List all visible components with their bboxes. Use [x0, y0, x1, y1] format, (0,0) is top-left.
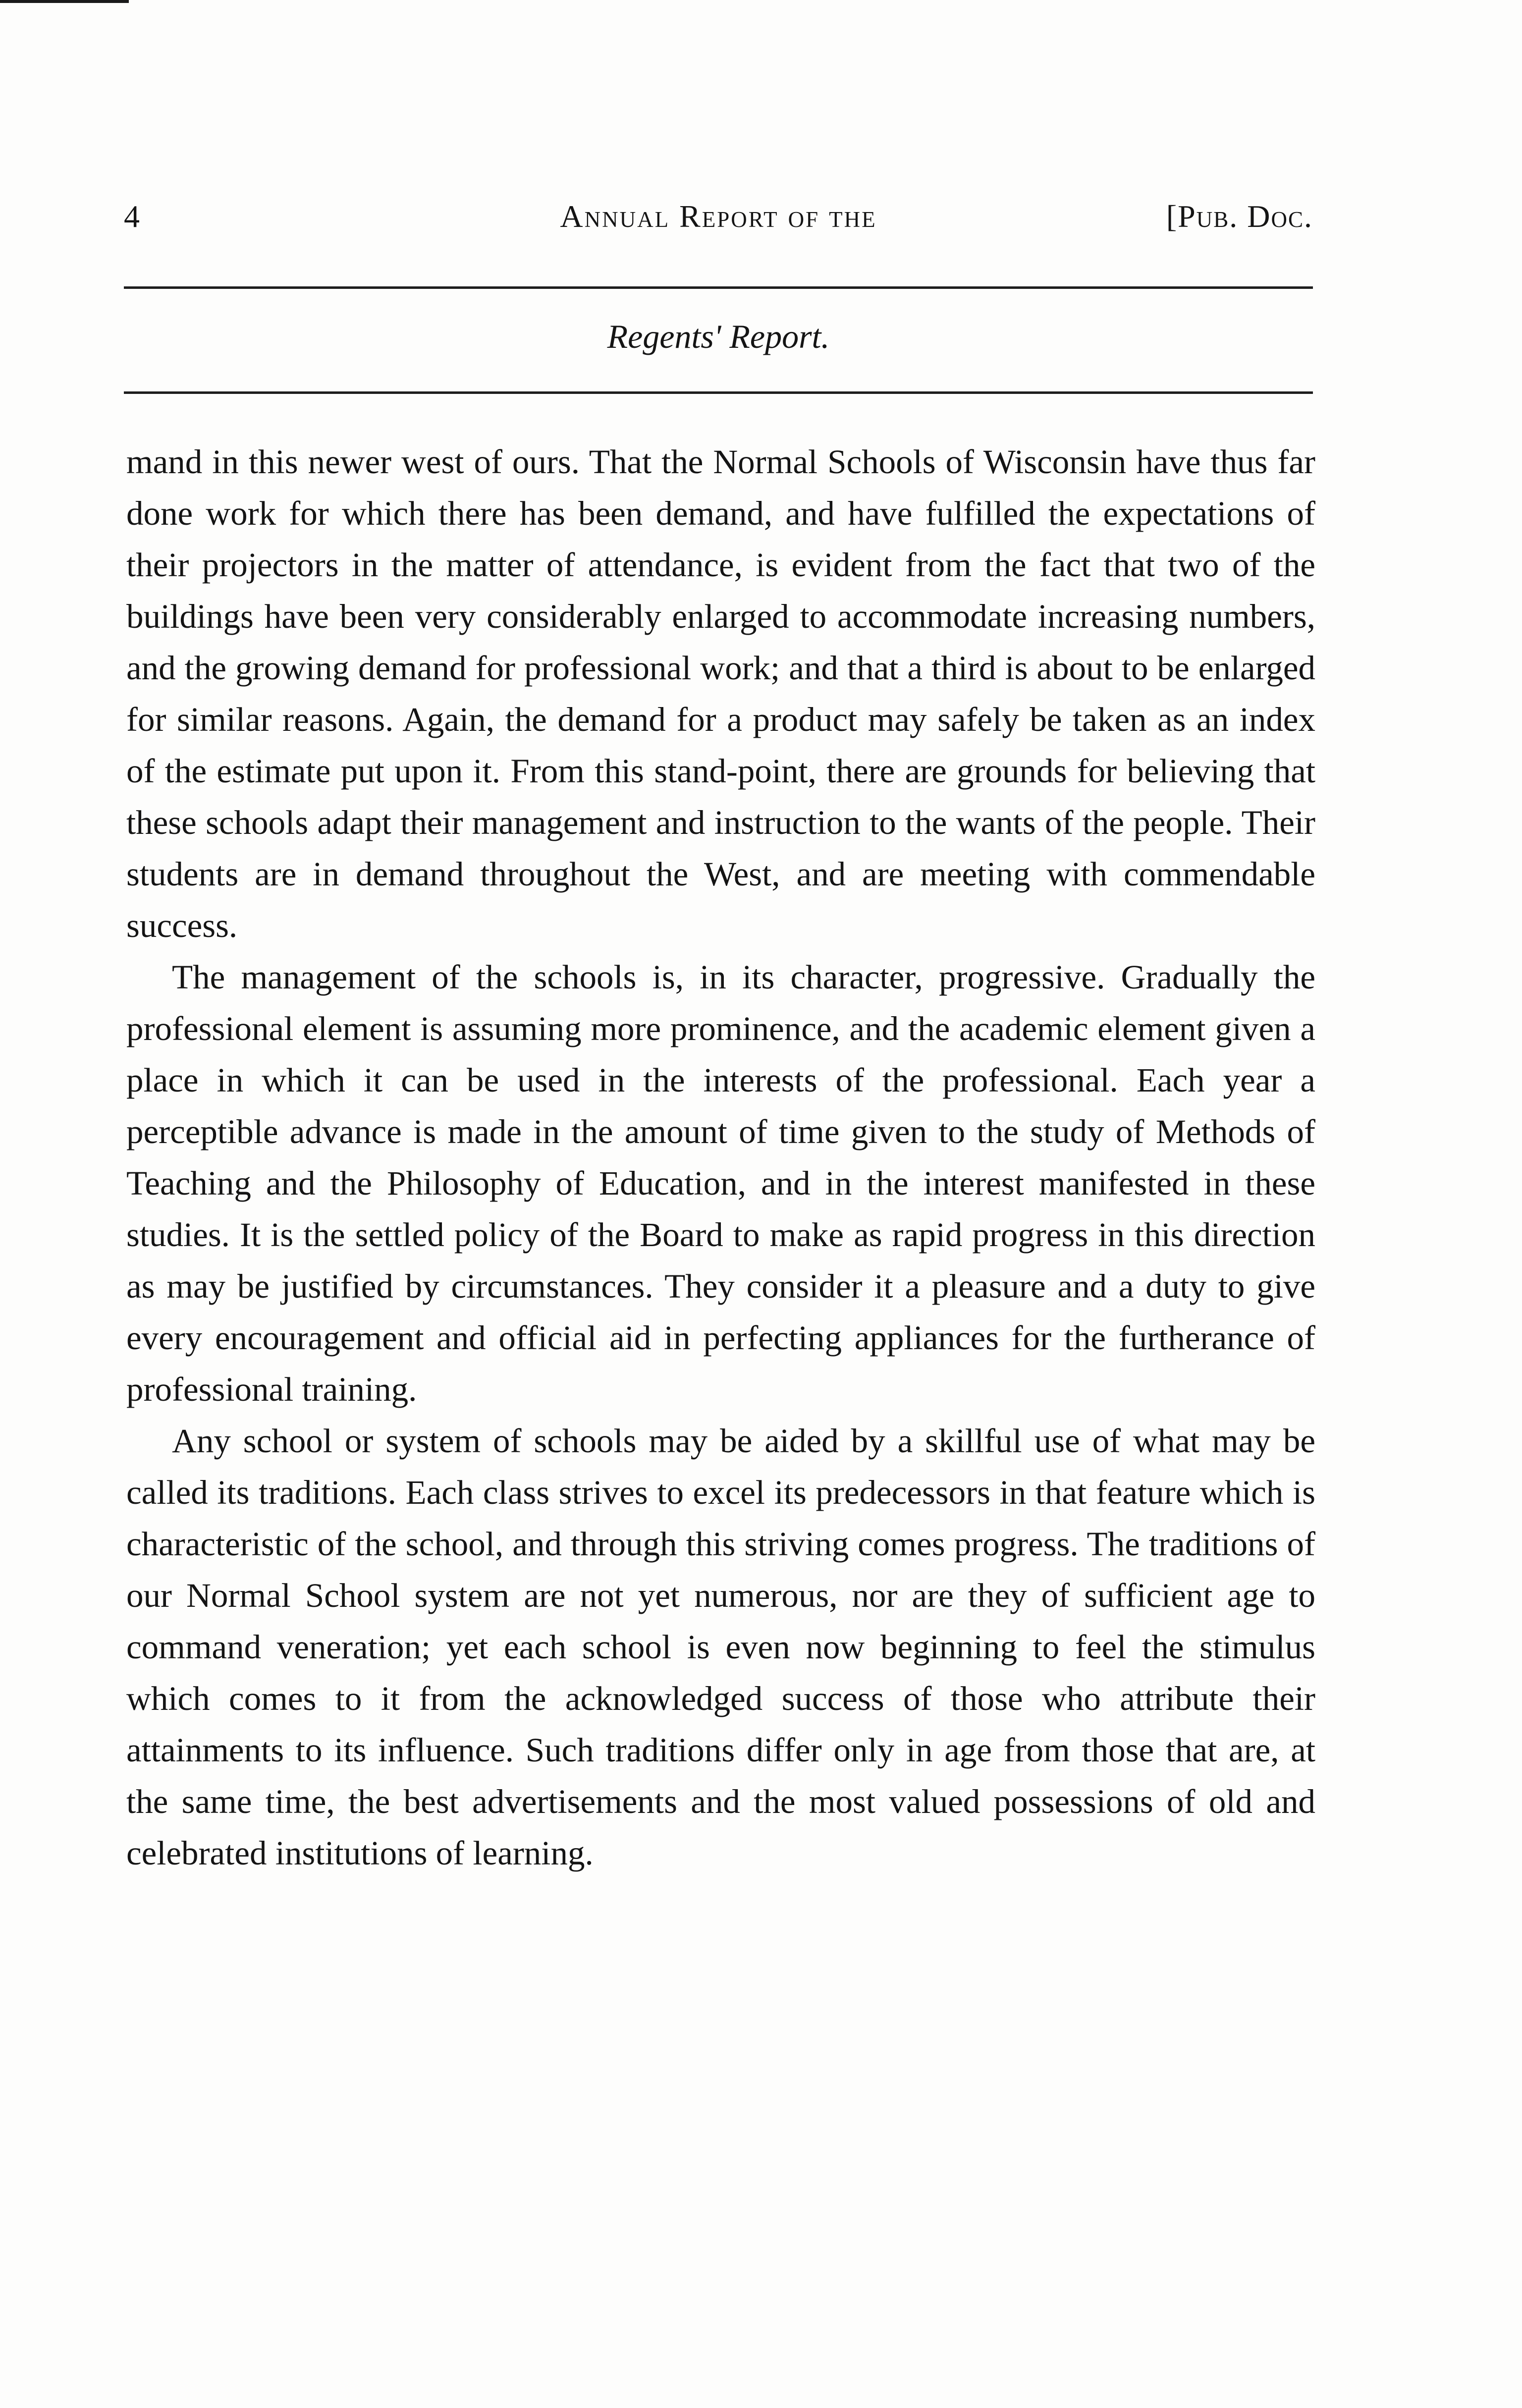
paragraph-continued: mand in this newer west of ours. That the Normal Schools of Wisconsin have thus far done work for which there has been demand, and have fulfilled the expectations of their projectors in the matter of attendance, is evident from the fact that two of the buildings have been very considerably enlarged to accommodate increasing numbers, and the growing demand for professional work; and that a third is about to be enlarged for similar reasons. Again, the demand for a product may safely be taken as an index of the estimate put upon it. From this stand-point, there are grounds for believing that these schools adapt their management and instruction to the wants of the people. Their students are in demand throughout the West, and are meeting with commendable success.: [126, 443, 1315, 944]
document-label: [Pub. Doc.: [1166, 199, 1313, 234]
paragraph-management: The management of the schools is, in its character, progressive. Gradually the professional element is assuming more prominence, and the academic element given a place in which it can be used in the interests of the professional. Each year a perceptible advance is made in the amount of time given to the study of Methods of Teaching and the Philosophy of Education, and in the interest manifested in these studies. It is the settled policy of the Board to make as rapid progress in this direction as may be justified by circumstances. They consider it a pleasure and a duty to give every encouragement and official aid in perfecting appliances for the furtherance of professional training.: [126, 958, 1315, 1408]
page-number: 4: [124, 199, 140, 234]
section-heading: Regents' Report.: [607, 318, 830, 355]
running-title: Annual Report of the: [560, 199, 877, 234]
scan-corner-mark: [0, 0, 129, 3]
body-text: [126, 436, 1315, 1879]
running-header: [124, 198, 1313, 243]
header-rule-top: [124, 286, 1313, 289]
paragraph-traditions: Any school or system of schools may be aided by a skillful use of what may be called its traditions. Each class strives to excel its predecessors in that feature which is characteristic of the school, and through this striving comes progress. The traditions of our Normal School system are not yet numerous, nor are they of sufficient age to command veneration; yet each school is even now beginning to feel the stimulus which comes to it from the acknowledged success of those who attribute their attainments to its influence. Such traditions differ only in age from those that are, at the same time, the best advertisements and the most valued possessions of old and celebrated institutions of learning.: [126, 1422, 1315, 1872]
header-rule-bottom: [124, 391, 1313, 394]
